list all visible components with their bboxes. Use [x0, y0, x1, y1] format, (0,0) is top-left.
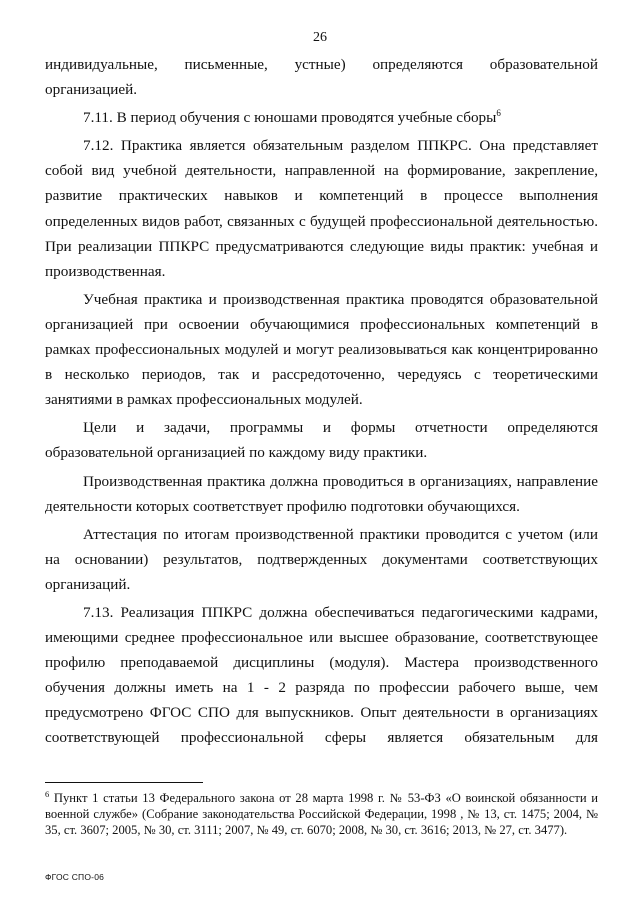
footnote-text: Пункт 1 статьи 13 Федерального закона от 28 марта 1998 г. № 53-ФЗ «О воинской обязанности и военной службе» (Собрание законодательства Российской Федерации, 1998 , № 13, ст. 1475; 2004, № 35, ст. 3607; 2005, № 30, ст. 3111; 2007, № 49, ст. 6070; 2008, № 30, ст. 3616; 2013, № 27, ст. 3477).	[45, 791, 598, 837]
paragraph-7-11	[45, 105, 598, 130]
document-code: ФГОС СПО-06	[45, 872, 105, 882]
paragraph-7-13: 7.13. Реализация ППКРС должна обеспечиваться педагогическими кадрами, имеющими среднее профессиональное или высшее образование, соответствующее профилю преподаваемой дисциплины (модуля). Мастера производственного обучения должны иметь на 1 - 2 разряда по профессии рабочего выше, чем предусмотрено ФГОС СПО для выпускников. Опыт деятельности в организациях соответствующей профессиональной сферы является обязательным для	[45, 603, 598, 747]
footnote-divider	[45, 782, 203, 783]
paragraph-production-practice: Производственная практика должна проводиться в организациях, направление деятельности которых соответствует профилю подготовки обучающихся.	[45, 472, 598, 515]
footnote-reference: 6	[496, 108, 501, 119]
page-number: 26	[313, 30, 327, 45]
footnote-marker: 6	[45, 788, 50, 799]
paragraph-goals: Цели и задачи, программы и формы отчетности определяются образовательной организацией по каждому виду практики.	[45, 419, 598, 462]
paragraph-training-practice: Учебная практика и производственная практика проводятся образовательной организацией при освоении обучающимися профессиональных компетенций в рамках профессиональных модулей и могут реализовываться как концентрированно в несколько периодов, так и рассредоточенно, чередуясь с теоретическими занятиями в рамках профессиональных модулей.	[45, 290, 598, 409]
paragraph-7-11-text: 7.11. В период обучения с юношами проводятся учебные сборы	[83, 109, 497, 127]
paragraph-continuation: индивидуальные, письменные, устные) определяются образовательной организацией.	[45, 56, 598, 99]
body-text	[45, 52, 598, 751]
paragraph-attestation: Аттестация по итогам производственной практики проводится с учетом (или на основании) результатов, подтвержденных документами соответствующих организаций.	[45, 525, 598, 593]
footnote	[45, 790, 598, 838]
paragraph-7-12: 7.12. Практика является обязательным разделом ППКРС. Она представляет собой вид учебной деятельности, направленной на формирование, закрепление, развитие практических навыков и компетенций в процессе выполнения определенных видов работ, связанных с будущей профессиональной деятельностью. При реализации ППКРС предусматриваются следующие виды практик: учебная и производственная.	[45, 137, 598, 280]
